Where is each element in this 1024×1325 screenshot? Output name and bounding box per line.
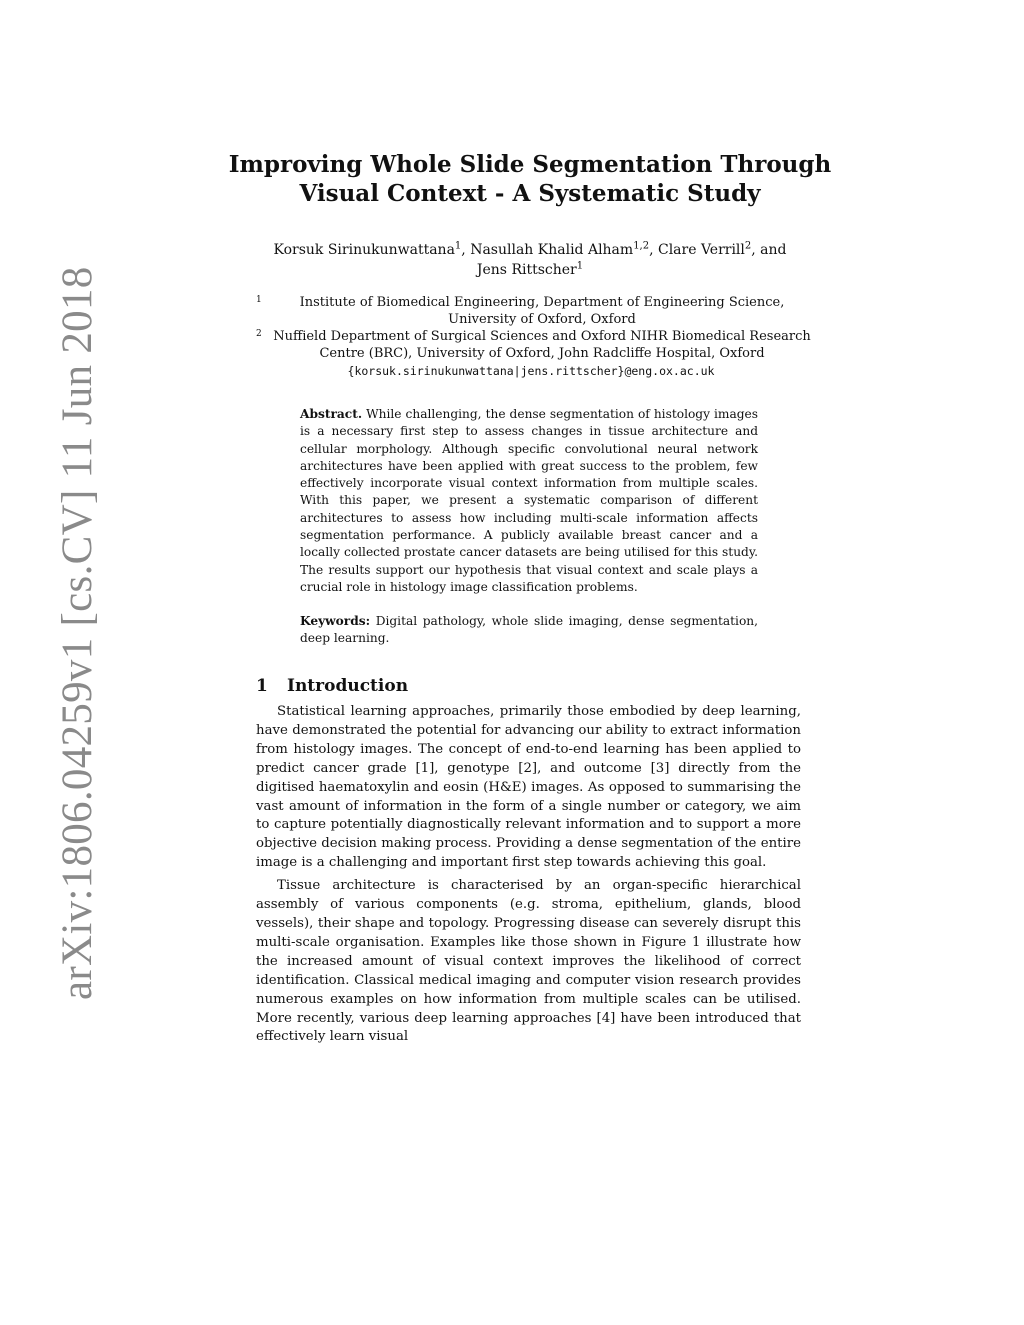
affiliation-text: Institute of Biomedical Engineering, Department of Engineering Science, University of Oxford, Oxford xyxy=(299,295,785,327)
keywords xyxy=(300,613,758,648)
paper-title xyxy=(210,150,850,208)
keywords-label: Keywords: xyxy=(300,614,371,628)
section-heading-introduction xyxy=(256,675,408,697)
affiliation-number: 1 xyxy=(256,295,262,305)
title-line-1: Improving Whole Slide Segmentation Through xyxy=(228,151,832,178)
affiliations xyxy=(248,294,814,381)
title-line-2: Visual Context - A Systematic Study xyxy=(299,180,761,207)
affiliation-1 xyxy=(248,294,814,328)
author-name: , Nasullah Khalid Alham xyxy=(461,242,634,258)
affiliation-number: 2 xyxy=(256,329,262,339)
arxiv-identifier-stamp: arXiv:1806.04259v1 [cs.CV] 11 Jun 2018 xyxy=(54,266,101,1000)
section-title: Introduction xyxy=(287,676,409,696)
affiliation-2 xyxy=(248,328,814,362)
affiliation-mark: 2 xyxy=(744,240,752,252)
author-list xyxy=(240,240,820,280)
paragraph: Statistical learning approaches, primarily those embodied by deep learning, have demonstrated the potential for advancing our ability to extract information from histology images. The concept of end-to-end learning has been applied to predict cancer grade [1], genotype [2], and outcome [3] directly from the digitised haematoxylin and eosin (H&E) images. As opposed to summarising the vast amount of information in the form of a single number or category, we aim to capture potentially diagnostically relevant information and to support a more objective decision making process. Providing a dense segmentation of the entire image is a challenging and important first step towards achieving this goal. xyxy=(256,704,801,871)
affiliation-mark: 1 xyxy=(454,240,462,252)
author-name: Jens Rittscher xyxy=(476,262,577,278)
affiliation-mark: 1 xyxy=(576,260,584,272)
contact-email[interactable]: {korsuk.sirinukunwattana|jens.rittscher}@eng.ox.ac.uk xyxy=(347,364,715,378)
abstract xyxy=(300,406,758,596)
author-name: , Clare Verrill xyxy=(649,242,745,258)
affiliation-text: Nuffield Department of Surgical Sciences and Oxford NIHR Biomedical Research Centre (BRC), University of Oxford, John Radcliffe Hospital, Oxford xyxy=(273,329,811,361)
author-name: Korsuk Sirinukunwattana xyxy=(273,242,455,258)
paragraph: Tissue architecture is characterised by an organ-specific hierarchical assembly of various components (e.g. stroma, epithelium, glands, blood vessels), their shape and topology. Progressing disease can severely disrupt this multi-scale organisation. Examples like those shown in Figure 1 illustrate how the increased amount of visual context improves the likelihood of correct identification. Classical medical imaging and computer vision research provides numerous examples on how information from multiple scales can be utilised. More recently, various deep learning approaches [4] have been introduced that effectively learn visual xyxy=(256,878,801,1045)
abstract-text: While challenging, the dense segmentation of histology images is a necessary first step to assess changes in tissue architecture and cellular morphology. Although specific convolutional neural network architectures have been applied with great success to the problem, few effectively incorporate visual context information from multiple scales. With this paper, we present a systematic comparison of different architectures to assess how including multi-scale information affects segmentation performance. A publicly available breast cancer and a locally collected prostate cancer datasets are being utilised for this study. The results support our hypothesis that visual context and scale plays a crucial role in histology image classification problems. xyxy=(300,407,758,594)
section-number: 1 xyxy=(256,676,268,696)
abstract-label: Abstract. xyxy=(300,407,363,421)
author-connector: , and xyxy=(751,242,787,258)
affiliation-mark: 1,2 xyxy=(633,240,650,252)
introduction-body xyxy=(256,703,801,1051)
keywords-text: Digital pathology, whole slide imaging, dense segmentation, deep learning. xyxy=(300,614,759,646)
